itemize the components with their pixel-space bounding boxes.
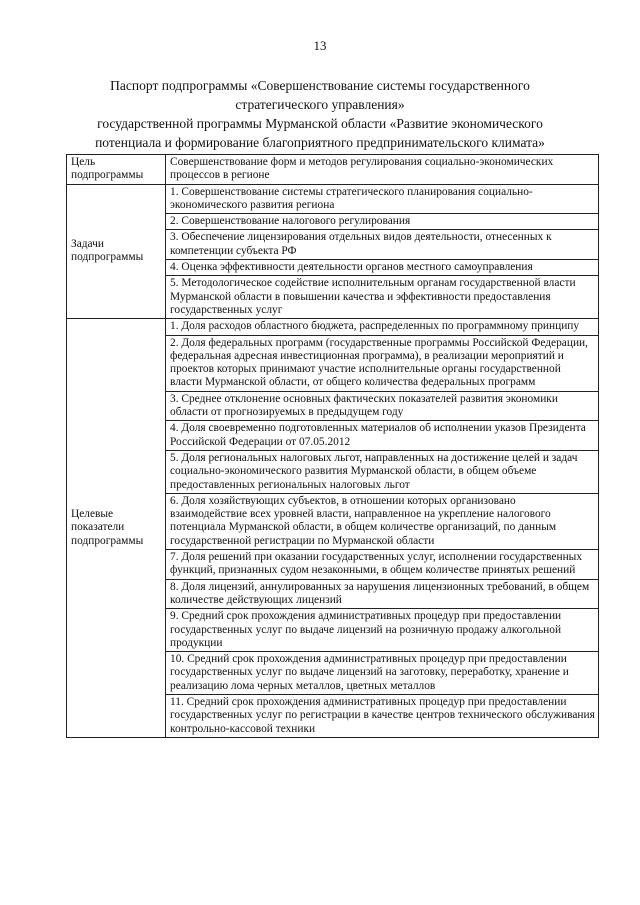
indicator-item: 10. Средний срок прохождения административных процедур при предоставлении государственных услуг по выдаче лицензий на заготовку, переработку, хранение и реализацию лома черных металлов, цветных металлов — [166, 652, 599, 695]
task-item: 3. Обеспечение лицензирования отдельных видов деятельности, отнесенных к компетенции субъекта РФ — [166, 230, 599, 260]
goal-label: Цель подпрограммы — [67, 155, 166, 185]
task-item: 4. Оценка эффективности деятельности органов местного самоуправления — [166, 260, 599, 276]
goal-row — [67, 155, 599, 185]
document-title — [40, 76, 600, 152]
title-line: государственной программы Мурманской области «Развитие экономического — [97, 116, 543, 131]
page-number: 13 — [313, 38, 327, 53]
passport-table — [66, 154, 599, 738]
task-item: 1. Совершенствование системы стратегического планирования социально-экономического развития региона — [166, 184, 599, 214]
indicator-item: 5. Доля региональных налоговых льгот, направленных на достижение целей и задач социально-экономического развития Мурманской области, в общем объеме предоставленных региональных налоговых льгот — [166, 450, 599, 493]
indicator-item: 3. Среднее отклонение основных фактических показателей развития экономики области от прогнозируемых в предыдущем году — [166, 391, 599, 421]
title-line: Паспорт подпрограммы «Совершенствование системы государственного — [110, 78, 530, 93]
indicator-item: 2. Доля федеральных программ (государственные программы Российской Федерации, федеральная адресная инвестиционная программа), в реализации мероприятий и проектов которых принимают участие исполнительные органы государственной власти Мурманской области, от общего количества федеральных программ — [166, 335, 599, 391]
indicator-item: 4. Доля своевременно подготовленных материалов об исполнении указов Президента Российской Федерации от 07.05.2012 — [166, 421, 599, 451]
task-item: 5. Методологическое содействие исполнительным органам государственной власти Мурманской области в повышении качества и эффективности предоставления государственных услуг — [166, 276, 599, 319]
title-line: потенциала и формирование благоприятного предпринимательского климата» — [95, 135, 545, 150]
indicator-item: 1. Доля расходов областного бюджета, распределенных по программному принципу — [166, 319, 599, 335]
indicators-label: Целевые показатели подпрограммы — [67, 319, 166, 738]
indicator-item: 6. Доля хозяйствующих субъектов, в отношении которых организовано взаимодействие всех уровней власти, направленное на укрепление налогового потенциала Мурманской области, в общем количестве организаций, по данным государственной регистрации по Мурманской области — [166, 493, 599, 549]
task-item: 2. Совершенствование налогового регулирования — [166, 214, 599, 230]
indicator-item: 9. Средний срок прохождения административных процедур при предоставлении государственных услуг по выдаче лицензий на розничную продажу алкогольной продукции — [166, 609, 599, 652]
indicator-item: 7. Доля решений при оказании государственных услуг, исполнении государственных функций, признанных судом незаконными, в общем количестве принятых решений — [166, 550, 599, 580]
indicator-item: 11. Средний срок прохождения административных процедур при предоставлении государственных услуг по регистрации в качестве центров технического обслуживания контрольно-кассовой техники — [166, 694, 599, 737]
goal-text: Совершенствование форм и методов регулирования социально-экономических процессов в регионе — [166, 155, 599, 185]
indicator-item: 8. Доля лицензий, аннулированных за нарушения лицензионных требований, в общем количестве действующих лицензий — [166, 579, 599, 609]
indicator-row — [67, 319, 599, 335]
title-line: стратегического управления» — [235, 97, 405, 112]
task-row — [67, 184, 599, 214]
tasks-label: Задачи подпрограммы — [67, 184, 166, 319]
